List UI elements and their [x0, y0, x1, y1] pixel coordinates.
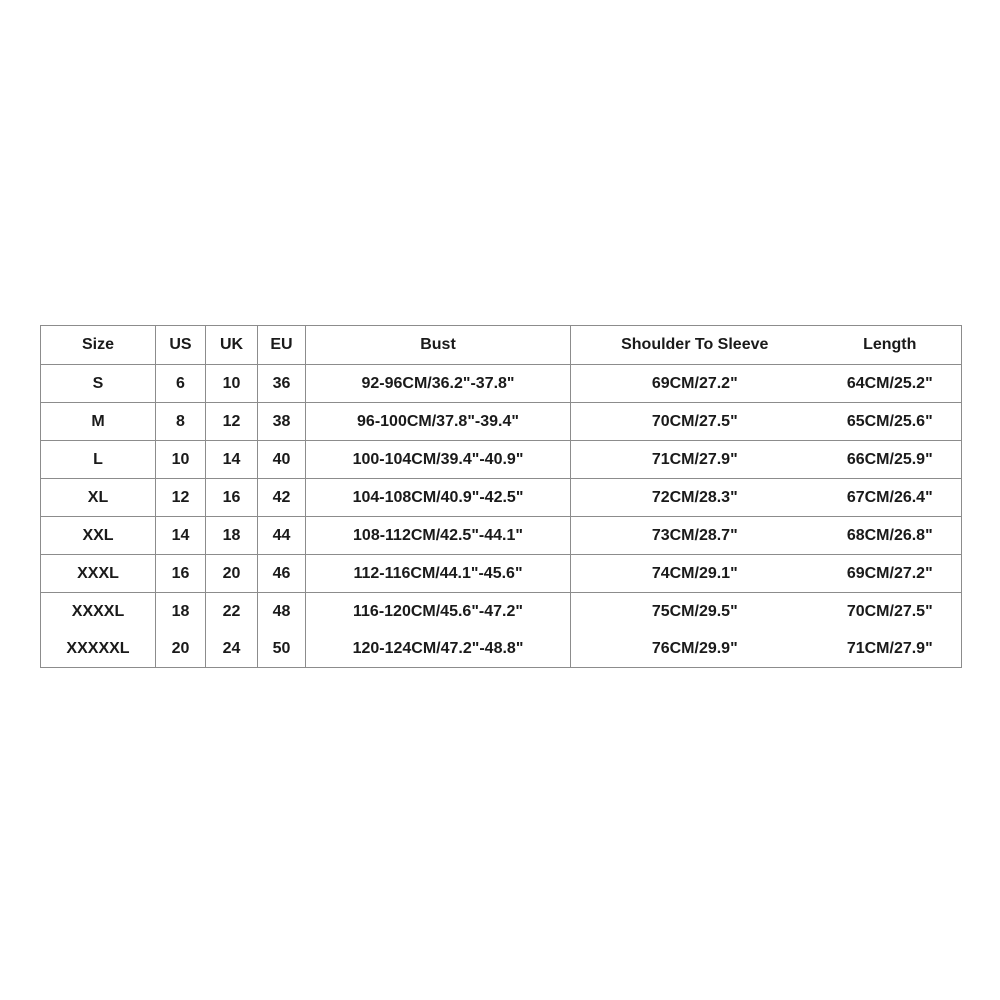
cell-bust: 120-124CM/47.2"-48.8": [306, 630, 571, 668]
table-row: [41, 630, 962, 668]
cell-us: 8: [156, 403, 206, 441]
cell-bust: 116-120CM/45.6"-47.2": [306, 593, 571, 631]
cell-uk: 18: [206, 517, 258, 555]
cell-size: L: [41, 441, 156, 479]
table-row: [41, 441, 962, 479]
cell-us: 6: [156, 365, 206, 403]
cell-uk: 24: [206, 630, 258, 668]
table-row: [41, 365, 962, 403]
cell-eu: 44: [258, 517, 306, 555]
cell-shoulder-to-sleeve: 75CM/29.5": [651, 602, 738, 620]
header-row: [41, 326, 962, 365]
cell-size: XXL: [41, 517, 156, 555]
cell-length: 71CM/27.9": [819, 630, 962, 668]
table-row: [41, 555, 962, 593]
cell-uk: 20: [206, 555, 258, 593]
cell-length: 70CM/27.5": [819, 593, 962, 631]
cell-eu: 46: [258, 555, 306, 593]
cell-uk: 12: [206, 403, 258, 441]
cell-us: 16: [156, 555, 206, 593]
cell-bust: 100-104CM/39.4"-40.9": [306, 441, 571, 479]
header-length: Length: [819, 326, 962, 365]
cell-eu: 42: [258, 479, 306, 517]
cell-length: 68CM/26.8": [819, 517, 962, 555]
cell-length: 64CM/25.2": [819, 365, 962, 403]
header-shoulder-to-sleeve: Shoulder To Sleeve: [571, 326, 819, 365]
cell-shoulder-to-sleeve: 74CM/29.1": [571, 555, 819, 593]
cell-eu: 48: [258, 593, 306, 631]
cell-shoulder-to-sleeve: 72CM/28.3": [571, 479, 819, 517]
cell-us: 18: [156, 593, 206, 631]
cell-uk: 22: [206, 593, 258, 631]
cell-size: M: [41, 403, 156, 441]
cell-bust: 92-96CM/36.2"-37.8": [306, 365, 571, 403]
cell-bust: 108-112CM/42.5"-44.1": [306, 517, 571, 555]
cell-shoulder-to-sleeve: 76CM/29.9": [571, 630, 819, 668]
cell-eu: 50: [258, 630, 306, 668]
header-uk: UK: [206, 326, 258, 365]
cell-size: XXXXL: [41, 593, 156, 631]
cell-us: 20: [156, 630, 206, 668]
cell-shoulder-to-sleeve: 69CM/27.2": [571, 365, 819, 403]
cell-size: XL: [41, 479, 156, 517]
header-eu: EU: [258, 326, 306, 365]
cell-size: XXXL: [41, 555, 156, 593]
cell-length: 65CM/25.6": [819, 403, 962, 441]
cell-size: S: [41, 365, 156, 403]
cell-uk: 14: [206, 441, 258, 479]
header-bust: Bust: [306, 326, 571, 365]
size-chart-table: [40, 325, 962, 668]
header-size: Size: [41, 326, 156, 365]
cell-bust: 104-108CM/40.9"-42.5": [306, 479, 571, 517]
table-row: [41, 593, 962, 631]
cell-size: XXXXXL: [41, 630, 156, 668]
cell-bust: 112-116CM/44.1"-45.6": [306, 555, 571, 593]
cell-uk: 16: [206, 479, 258, 517]
cell-eu: 38: [258, 403, 306, 441]
table-row: [41, 403, 962, 441]
cell-us: 14: [156, 517, 206, 555]
cell-shoulder-to-sleeve: 71CM/27.9": [571, 441, 819, 479]
cell-us: 12: [156, 479, 206, 517]
table-row: [41, 479, 962, 517]
cell-eu: 36: [258, 365, 306, 403]
cell-bust: 96-100CM/37.8"-39.4": [306, 403, 571, 441]
cell-us: 10: [156, 441, 206, 479]
table-row: [41, 517, 962, 555]
cell-length: 69CM/27.2": [819, 555, 962, 593]
cell-shoulder-to-sleeve: 73CM/28.7": [571, 517, 819, 555]
cell-uk: 10: [206, 365, 258, 403]
cell-shoulder-to-sleeve: 70CM/27.5": [571, 403, 819, 441]
cell-eu: 40: [258, 441, 306, 479]
header-us: US: [156, 326, 206, 365]
cell-length: 67CM/26.4": [819, 479, 962, 517]
cell-length: 66CM/25.9": [819, 441, 962, 479]
